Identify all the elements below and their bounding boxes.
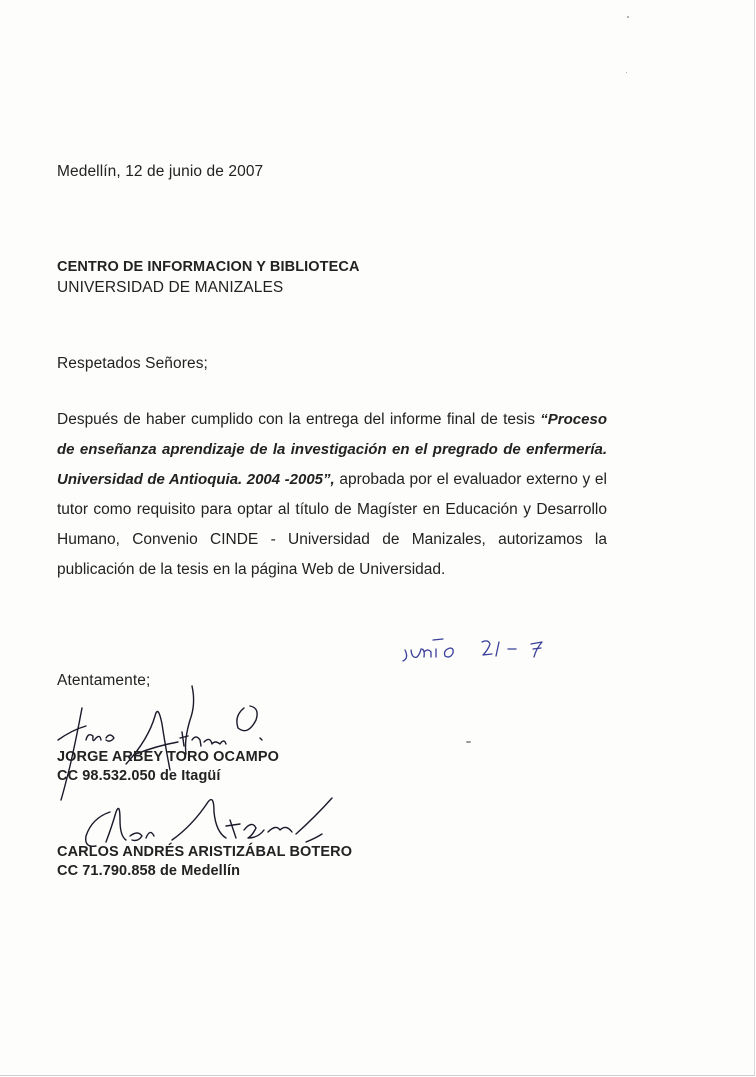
- salutation: Respetados Señores;: [57, 355, 208, 372]
- signatory-1-name: JORGE ARBEY TORO OCAMPO: [57, 749, 279, 765]
- thesis-title: “Proceso de enseñanza aprendizaje de la investigación en el pregrado de enfermería. Universidad de Antioquia. 2004 -2005”,: [57, 411, 607, 488]
- letter-body: [57, 405, 607, 585]
- scan-speck: [627, 16, 629, 18]
- body-intro: Después de haber cumplido con la entrega del informe final de tesis: [57, 411, 541, 428]
- body-rest: aprobada por el evaluador externo y el tutor como requisito para optar al título de Magíster en Educación y Desarrollo Humano, Convenio CINDE - Universidad de Manizales, autorizamos la publicación de la tesis en la página Web de Universidad.: [57, 471, 607, 578]
- place-date: Medellín, 12 de junio de 2007: [57, 163, 264, 180]
- signatory-2-id: CC 71.790.858 de Medellín: [57, 863, 241, 879]
- closing: Atentamente;: [57, 672, 151, 689]
- signatory-1-id: CC 98.532.050 de Itagüí: [57, 768, 221, 784]
- signatory-2-name: CARLOS ANDRÉS ARISTIZÁBAL BOTERO: [57, 844, 353, 860]
- recipient-line-1: CENTRO DE INFORMACION Y BIBLIOTECA: [57, 259, 360, 275]
- recipient-line-2: UNIVERSIDAD DE MANIZALES: [57, 279, 284, 296]
- handwritten-date-note: [395, 628, 565, 668]
- scan-speck: [466, 741, 471, 743]
- scan-speck: [626, 72, 627, 73]
